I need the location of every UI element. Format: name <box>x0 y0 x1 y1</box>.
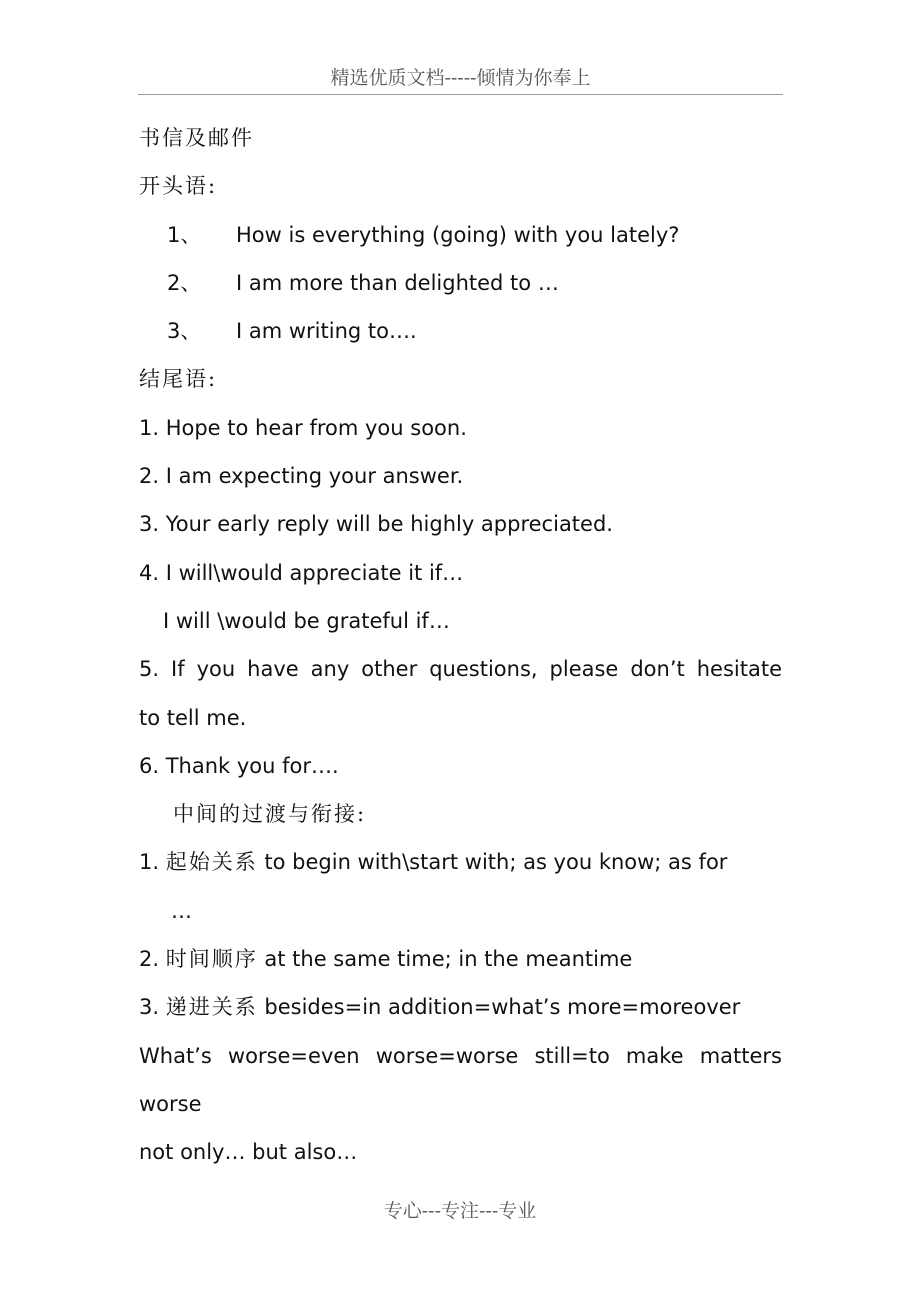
closing-item-alt: I will \would be grateful if… <box>163 608 450 633</box>
transition-item-number: 2. <box>139 947 166 972</box>
closing-item: 2. I am expecting your answer. <box>139 464 464 489</box>
closing-item: 6. Thank you for…. <box>139 753 339 778</box>
transition-item-category: 时间顺序 <box>165 947 258 972</box>
opening-item <box>139 211 782 259</box>
document-body <box>139 114 782 1177</box>
opening-heading: 开头语: <box>139 174 218 199</box>
transition-item <box>139 983 782 1031</box>
transition-item-continued: … <box>171 898 192 923</box>
transition-item <box>139 838 782 886</box>
opening-item-text: I am more than delighted to … <box>236 270 559 295</box>
opening-item-number: 2、 <box>167 270 202 295</box>
closing-item: 4. I will\would appreciate it if… <box>139 560 464 585</box>
opening-item <box>139 307 782 355</box>
page-header: 精选优质文档-----倾情为你奉上 <box>138 62 783 95</box>
opening-item <box>139 259 782 307</box>
section-title: 书信及邮件 <box>139 126 254 150</box>
opening-item-number: 3、 <box>167 319 202 344</box>
transition-item-number: 1. <box>139 850 166 875</box>
closing-item-continued: to tell me. <box>139 705 247 730</box>
transition-item <box>139 935 782 983</box>
opening-item-number: 1、 <box>167 222 202 247</box>
transition-line: not only… but also… <box>139 1140 358 1165</box>
transition-line: What’s worse=even worse=worse still=to make matters <box>139 1043 782 1068</box>
closing-item: 1. Hope to hear from you soon. <box>139 415 467 440</box>
transition-item-text: to begin with\start with; as you know; as for <box>257 850 728 875</box>
closing-item: 3. Your early reply will be highly appreciated. <box>139 512 613 537</box>
closing-item: 5. If you have any other questions, please don’t hesitate <box>139 657 782 682</box>
opening-item-text: How is everything (going) with you lately? <box>236 222 680 247</box>
transition-item-category: 递进关系 <box>165 995 258 1020</box>
transition-line-continued: worse <box>139 1091 202 1116</box>
transition-item-text: at the same time; in the meantime <box>257 947 633 972</box>
transition-item-text: besides=in addition=what’s more=moreover <box>257 995 741 1020</box>
opening-item-text: I am writing to…. <box>236 319 417 344</box>
page-footer: 专心---专注---专业 <box>383 1200 537 1222</box>
closing-heading: 结尾语: <box>139 367 218 392</box>
transition-heading: 中间的过渡与衔接: <box>173 802 367 827</box>
transition-item-number: 3. <box>139 995 166 1020</box>
transition-item-category: 起始关系 <box>165 850 258 875</box>
